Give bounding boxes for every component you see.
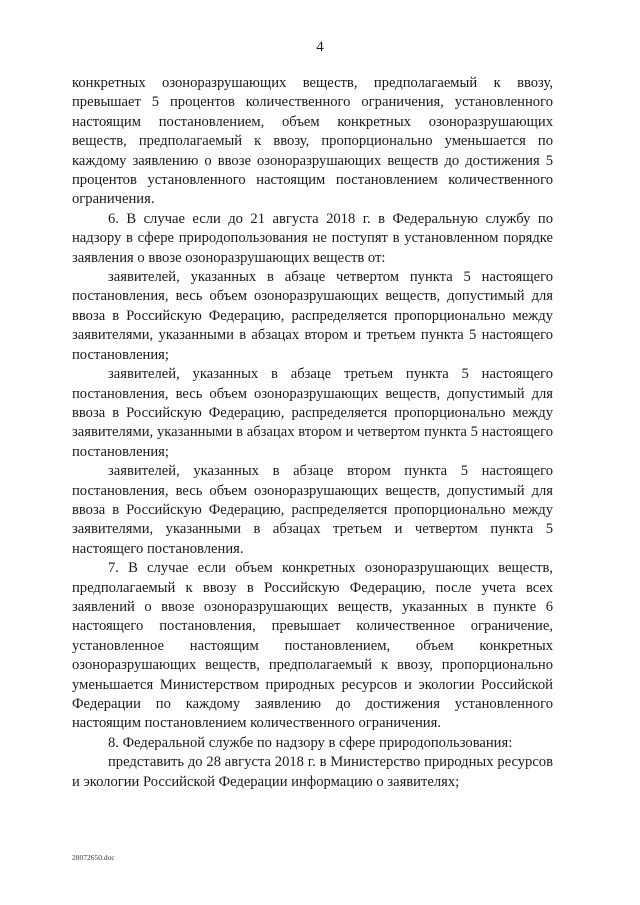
file-code-footer: 28072650.doc (72, 853, 115, 862)
paragraph-continuation: конкретных озоноразрушающих веществ, предполагаемый к ввозу, превышает 5 процентов количественного ограничения, установленного настоящим постановлением, объем конкретных озоноразрушающих веществ, предполагаемый к ввозу, пропорционально уменьшается по каждому заявлению о ввозе озоноразрушающих веществ до достижения 5 процентов установленного настоящим постановлением количественного ограничения. (72, 75, 553, 208)
page-number: 4 (316, 39, 324, 55)
paragraph-item-8-subitem: представить до 28 августа 2018 г. в Министерство природных ресурсов и экологии Российской Федерации информацию о заявителях; (72, 754, 553, 790)
document-body (72, 74, 553, 792)
paragraph-item-6-case-2: заявителей, указанных в абзаце третьем пункта 5 настоящего постановления, весь объем озоноразрушающих веществ, допустимый для ввоза в Российскую Федерацию, распределяется пропорционально между заявителями, указанными в абзацах втором и четвертом пункта 5 настоящего постановления; (72, 366, 553, 460)
paragraph-item-6-case-1: заявителей, указанных в абзаце четвертом пункта 5 настоящего постановления, весь объем озоноразрушающих веществ, допустимый для ввоза в Российскую Федерацию, распределяется пропорционально между заявителями, указанными в абзацах втором и третьем пункта 5 настоящего постановления; (72, 269, 553, 363)
paragraph-item-7: 7. В случае если объем конкретных озоноразрушающих веществ, предполагаемый к ввозу в Российскую Федерацию, после учета всех заявлений о ввозе озоноразрушающих веществ, указанных в пункте 6 настоящего постановления, превышает количественное ограничение, установленное настоящим постановлением, объем конкретных озоноразрушающих веществ, предполагаемый к ввозу, пропорционально уменьшается Министерством природных ресурсов и экологии Российской Федерации по каждому заявлению до достижения установленного настоящим постановлением количественного ограничения. (72, 560, 553, 732)
paragraph-item-6-case-3: заявителей, указанных в абзаце втором пункта 5 настоящего постановления, весь объем озоноразрушающих веществ, допустимый для ввоза в Российскую Федерацию, распределяется пропорционально между заявителями, указанными в абзацах третьем и четвертом пункта 5 настоящего постановления. (72, 463, 553, 557)
paragraph-item-8: 8. Федеральной службе по надзору в сфере природопользования: (108, 734, 513, 751)
paragraph-item-6: 6. В случае если до 21 августа 2018 г. в Федеральную службу по надзору в сфере природопользования не поступят в установленном порядке заявления о ввозе озоноразрушающих веществ от: (72, 210, 553, 266)
